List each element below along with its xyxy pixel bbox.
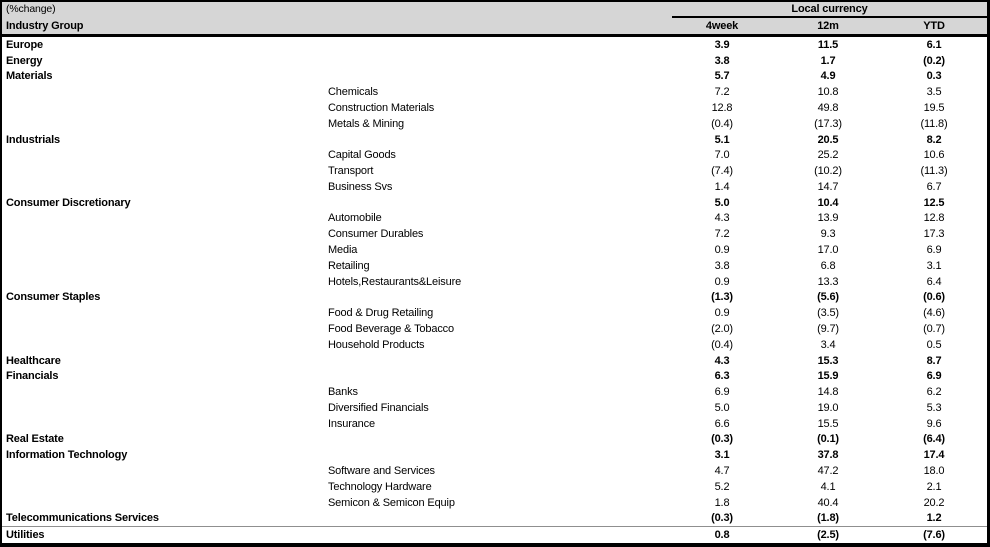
table-row [2,337,987,353]
value-ytd: 3.1 [926,259,942,272]
value-12m: 17.0 [817,244,839,257]
header-row-top [2,2,987,18]
value-4week: 3.1 [714,449,730,462]
column-header-4week: 4week [705,20,739,32]
column-header-ytd: YTD [923,20,945,32]
group-label: Consumer Staples [6,291,101,304]
value-4week: (2.0) [711,322,733,335]
table-row [2,353,987,369]
value-ytd: (4.6) [923,307,945,320]
sub-industry-label: Household Products [328,338,425,351]
sub-industry-label: Retailing [328,259,370,272]
value-ytd: (11.3) [920,165,948,178]
value-ytd: 2.1 [926,480,942,493]
table-body [2,37,987,543]
value-4week: 5.0 [714,196,730,209]
value-4week: 0.9 [714,244,730,257]
value-ytd: 19.5 [923,102,945,115]
value-12m: 25.2 [817,149,839,162]
value-12m: (17.3) [814,117,842,130]
value-4week: 3.8 [714,54,730,67]
value-ytd: (11.8) [920,117,948,130]
sub-industry-label: Diversified Financials [328,401,429,414]
value-ytd: (0.7) [923,322,945,335]
value-4week: (7.4) [711,165,733,178]
value-ytd: 3.5 [926,86,942,99]
group-label: Information Technology [6,449,128,462]
table-row [2,69,987,85]
value-4week: 7.2 [714,228,730,241]
table-row [2,432,987,448]
table-row [2,447,987,463]
value-12m: 1.7 [820,54,836,67]
sub-industry-label: Semicon & Semicon Equip [328,496,455,509]
table-row [2,116,987,132]
group-label: Healthcare [6,354,61,367]
value-4week: (0.3) [711,433,733,446]
value-12m: 37.8 [817,449,839,462]
value-12m: 6.8 [820,259,836,272]
value-12m: (10.2) [814,165,842,178]
pct-change-label: (%change) [6,3,56,15]
value-4week: 6.3 [714,370,730,383]
value-ytd: (6.4) [923,433,945,446]
column-header-12m: 12m [817,20,839,32]
value-ytd: 6.4 [926,275,942,288]
value-ytd: 18.0 [923,464,945,477]
sub-industry-label: Chemicals [328,86,378,99]
table-row [2,258,987,274]
group-label: Industrials [6,133,60,146]
value-4week: 0.9 [714,307,730,320]
table-row [2,290,987,306]
sub-industry-label: Consumer Durables [328,228,424,241]
table-row [2,495,987,511]
value-ytd: 0.3 [926,70,942,83]
value-12m: 13.3 [817,275,839,288]
sub-industry-label: Transport [328,165,374,178]
value-4week: (0.4) [711,338,733,351]
value-ytd: 6.1 [926,38,942,51]
value-4week: 3.8 [714,259,730,272]
sub-industry-label: Food Beverage & Tobacco [328,322,454,335]
value-12m: (0.1) [817,433,839,446]
table-row [2,100,987,116]
table-row [2,463,987,479]
value-ytd: 8.7 [926,354,942,367]
sub-industry-label: Media [328,244,358,257]
group-label: Financials [6,370,59,383]
table-row [2,147,987,163]
value-12m: 19.0 [817,401,839,414]
table-row [2,179,987,195]
sub-industry-label: Business Svs [328,180,393,193]
group-label: Energy [6,54,43,67]
value-4week: 5.1 [714,133,730,146]
value-ytd: 17.4 [923,449,945,462]
header-row-columns [2,18,987,34]
sub-industry-label: Software and Services [328,464,435,477]
group-label: Materials [6,70,53,83]
value-4week: 6.6 [714,417,730,430]
value-4week: 0.8 [714,529,730,542]
value-ytd: 17.3 [923,228,945,241]
value-ytd: 9.6 [926,417,942,430]
table-header [2,2,987,37]
value-12m: 15.9 [817,370,839,383]
sub-industry-label: Food & Drug Retailing [328,307,434,320]
value-12m: 14.7 [817,180,839,193]
local-currency-header: Local currency [672,2,987,18]
value-ytd: (0.2) [923,54,945,67]
table-row [2,321,987,337]
value-12m: 10.8 [817,86,839,99]
group-label: Europe [6,38,43,51]
table-row [2,132,987,148]
value-ytd: 6.2 [926,386,942,399]
table-row [2,84,987,100]
value-4week: 0.9 [714,275,730,288]
value-ytd: 5.3 [926,401,942,414]
value-ytd: 12.5 [923,196,945,209]
value-ytd: 1.2 [926,512,942,525]
value-4week: 4.7 [714,464,730,477]
group-label: Consumer Discretionary [6,196,131,209]
sub-industry-label: Insurance [328,417,375,430]
value-4week: 5.7 [714,70,730,83]
sub-industry-label: Hotels,Restaurants&Leisure [328,275,462,288]
table-row [2,416,987,432]
value-4week: 7.0 [714,149,730,162]
value-ytd: 6.9 [926,370,942,383]
table-row [2,242,987,258]
value-ytd: (0.6) [923,291,945,304]
value-4week: 5.2 [714,480,730,493]
value-12m: 4.9 [820,70,836,83]
sub-industry-label: Banks [328,386,358,399]
value-12m: 15.3 [817,354,839,367]
table-row [2,384,987,400]
value-4week: 1.4 [714,180,730,193]
sub-industry-label: Metals & Mining [328,117,405,130]
value-12m: 9.3 [820,228,836,241]
table-row [2,510,987,526]
table-row [2,479,987,495]
value-ytd: 20.2 [923,496,945,509]
value-12m: (9.7) [817,322,839,335]
table-row [2,53,987,69]
value-12m: (2.5) [817,529,839,542]
value-4week: (0.3) [711,512,733,525]
table-row [2,226,987,242]
table-row [2,37,987,53]
group-label: Telecommunications Services [6,512,159,525]
table-row [2,400,987,416]
value-12m: 49.8 [817,102,839,115]
value-12m: (5.6) [817,291,839,304]
value-4week: 1.8 [714,496,730,509]
value-12m: 47.2 [817,464,839,477]
value-ytd: (7.6) [923,529,945,542]
value-ytd: 0.5 [926,338,942,351]
value-4week: (1.3) [711,291,733,304]
value-ytd: 8.2 [926,133,942,146]
value-4week: 12.8 [711,102,733,115]
value-12m: 3.4 [820,338,836,351]
value-12m: 15.5 [817,417,839,430]
value-ytd: 6.7 [926,180,942,193]
value-4week: 4.3 [714,354,730,367]
value-4week: 5.0 [714,401,730,414]
value-ytd: 6.9 [926,244,942,257]
sub-industry-label: Automobile [328,212,382,225]
sub-industry-label: Construction Materials [328,102,435,115]
value-12m: (3.5) [817,307,839,320]
sub-industry-label: Technology Hardware [328,480,432,493]
value-ytd: 10.6 [923,149,945,162]
value-12m: 40.4 [817,496,839,509]
table-row [2,526,987,543]
value-4week: 4.3 [714,212,730,225]
value-4week: (0.4) [711,117,733,130]
value-12m: 10.4 [817,196,839,209]
value-12m: 20.5 [817,133,839,146]
table-row [2,305,987,321]
value-12m: 14.8 [817,386,839,399]
table-row [2,163,987,179]
value-4week: 6.9 [714,386,730,399]
table-row [2,368,987,384]
table-row [2,195,987,211]
value-12m: (1.8) [817,512,839,525]
value-12m: 13.9 [817,212,839,225]
value-ytd: 12.8 [923,212,945,225]
group-label: Utilities [6,529,45,542]
value-12m: 11.5 [817,38,839,51]
value-12m: 4.1 [820,480,836,493]
value-4week: 7.2 [714,86,730,99]
sub-industry-label: Capital Goods [328,149,396,162]
value-4week: 3.9 [714,38,730,51]
group-label: Real Estate [6,433,64,446]
table-row [2,211,987,227]
industry-group-header: Industry Group [6,20,84,32]
table-row [2,274,987,290]
